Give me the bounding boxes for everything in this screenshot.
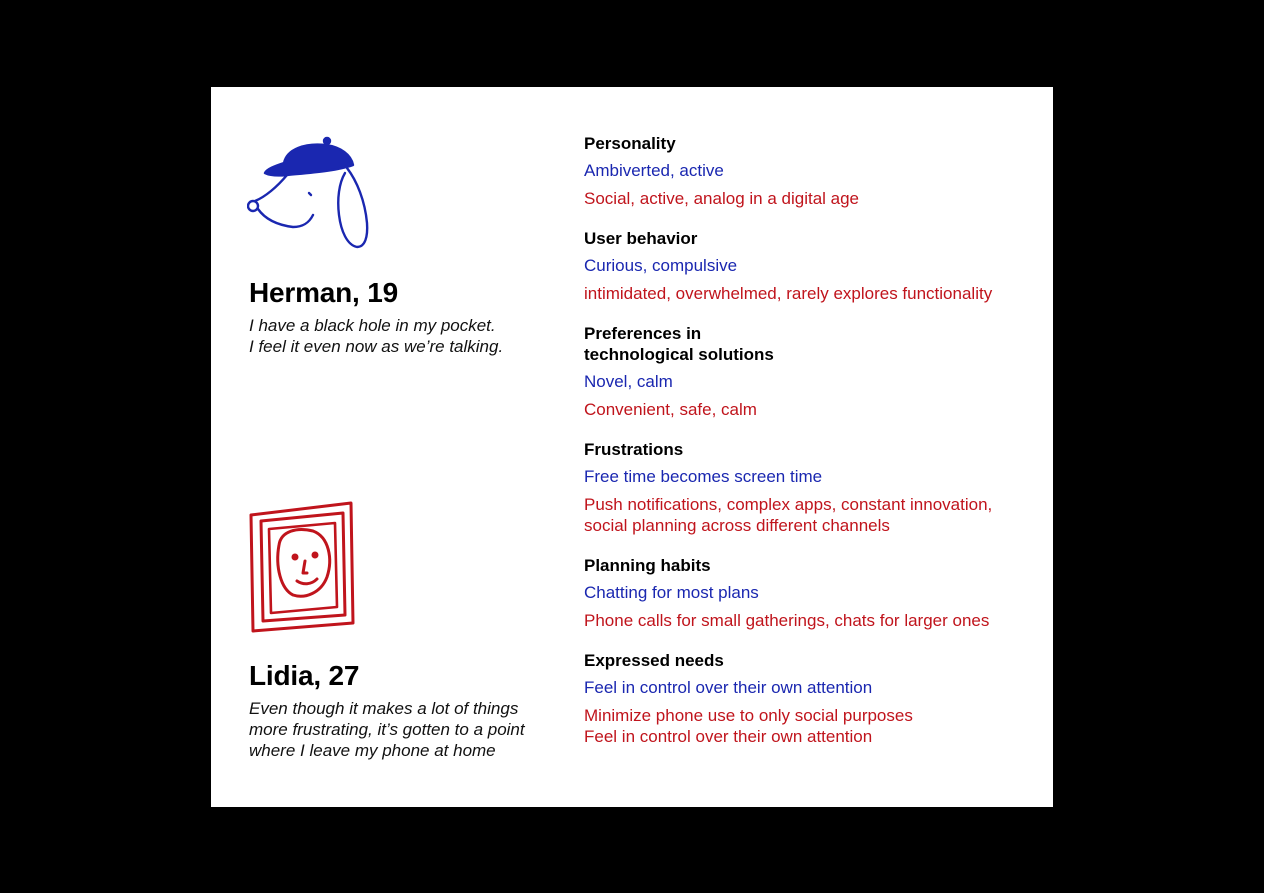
section-title: Planning habits — [584, 556, 711, 575]
framed-face-icon — [247, 501, 357, 635]
persona-card — [211, 87, 1053, 807]
lidia-trait: Phone calls for small gatherings, chats for larger ones — [584, 611, 990, 630]
quote-line: more frustrating, it’s gotten to a point — [249, 720, 525, 739]
section-title: Expressed needs — [584, 651, 724, 670]
section-user-behavior — [584, 228, 1034, 304]
herman-trait: Ambiverted, active — [584, 161, 724, 180]
herman-trait: Chatting for most plans — [584, 583, 759, 602]
lidia-trait: intimidated, overwhelmed, rarely explores functionality — [584, 284, 993, 303]
lidia-trait: Social, active, analog in a digital age — [584, 189, 860, 208]
quote-line: where I leave my phone at home — [249, 741, 496, 760]
persona-name-herman: Herman, 19 — [249, 277, 398, 308]
lidia-trait: Minimize phone use to only social purposes Feel in control over their own attention — [584, 706, 913, 746]
quote-line: I feel it even now as we’re talking. — [249, 337, 504, 356]
section-title: Frustrations — [584, 440, 684, 459]
comparison-sections — [584, 133, 1034, 766]
herman-trait: Feel in control over their own attention — [584, 678, 873, 697]
herman-trait: Free time becomes screen time — [584, 467, 823, 486]
persona-quote-herman — [249, 315, 549, 357]
persona-quote-lidia — [249, 698, 549, 761]
section-title: User behavior — [584, 229, 698, 248]
lidia-trait: Convenient, safe, calm — [584, 400, 757, 419]
persona-name-lidia: Lidia, 27 — [249, 660, 360, 691]
section-tech-preferences — [584, 323, 1034, 420]
herman-trait: Novel, calm — [584, 372, 673, 391]
herman-trait: Curious, compulsive — [584, 256, 738, 275]
section-expressed-needs — [584, 650, 1034, 747]
lidia-trait: Push notifications, complex apps, constant innovation, social planning across different channels — [584, 495, 993, 535]
quote-line: Even though it makes a lot of things — [249, 699, 519, 718]
section-title: Preferences in technological solutions — [584, 324, 774, 364]
quote-line: I have a black hole in my pocket. — [249, 316, 496, 335]
section-personality — [584, 133, 1034, 209]
section-title: Personality — [584, 134, 676, 153]
dog-with-cap-icon — [247, 135, 373, 251]
section-planning-habits — [584, 555, 1034, 631]
section-frustrations — [584, 439, 1034, 536]
